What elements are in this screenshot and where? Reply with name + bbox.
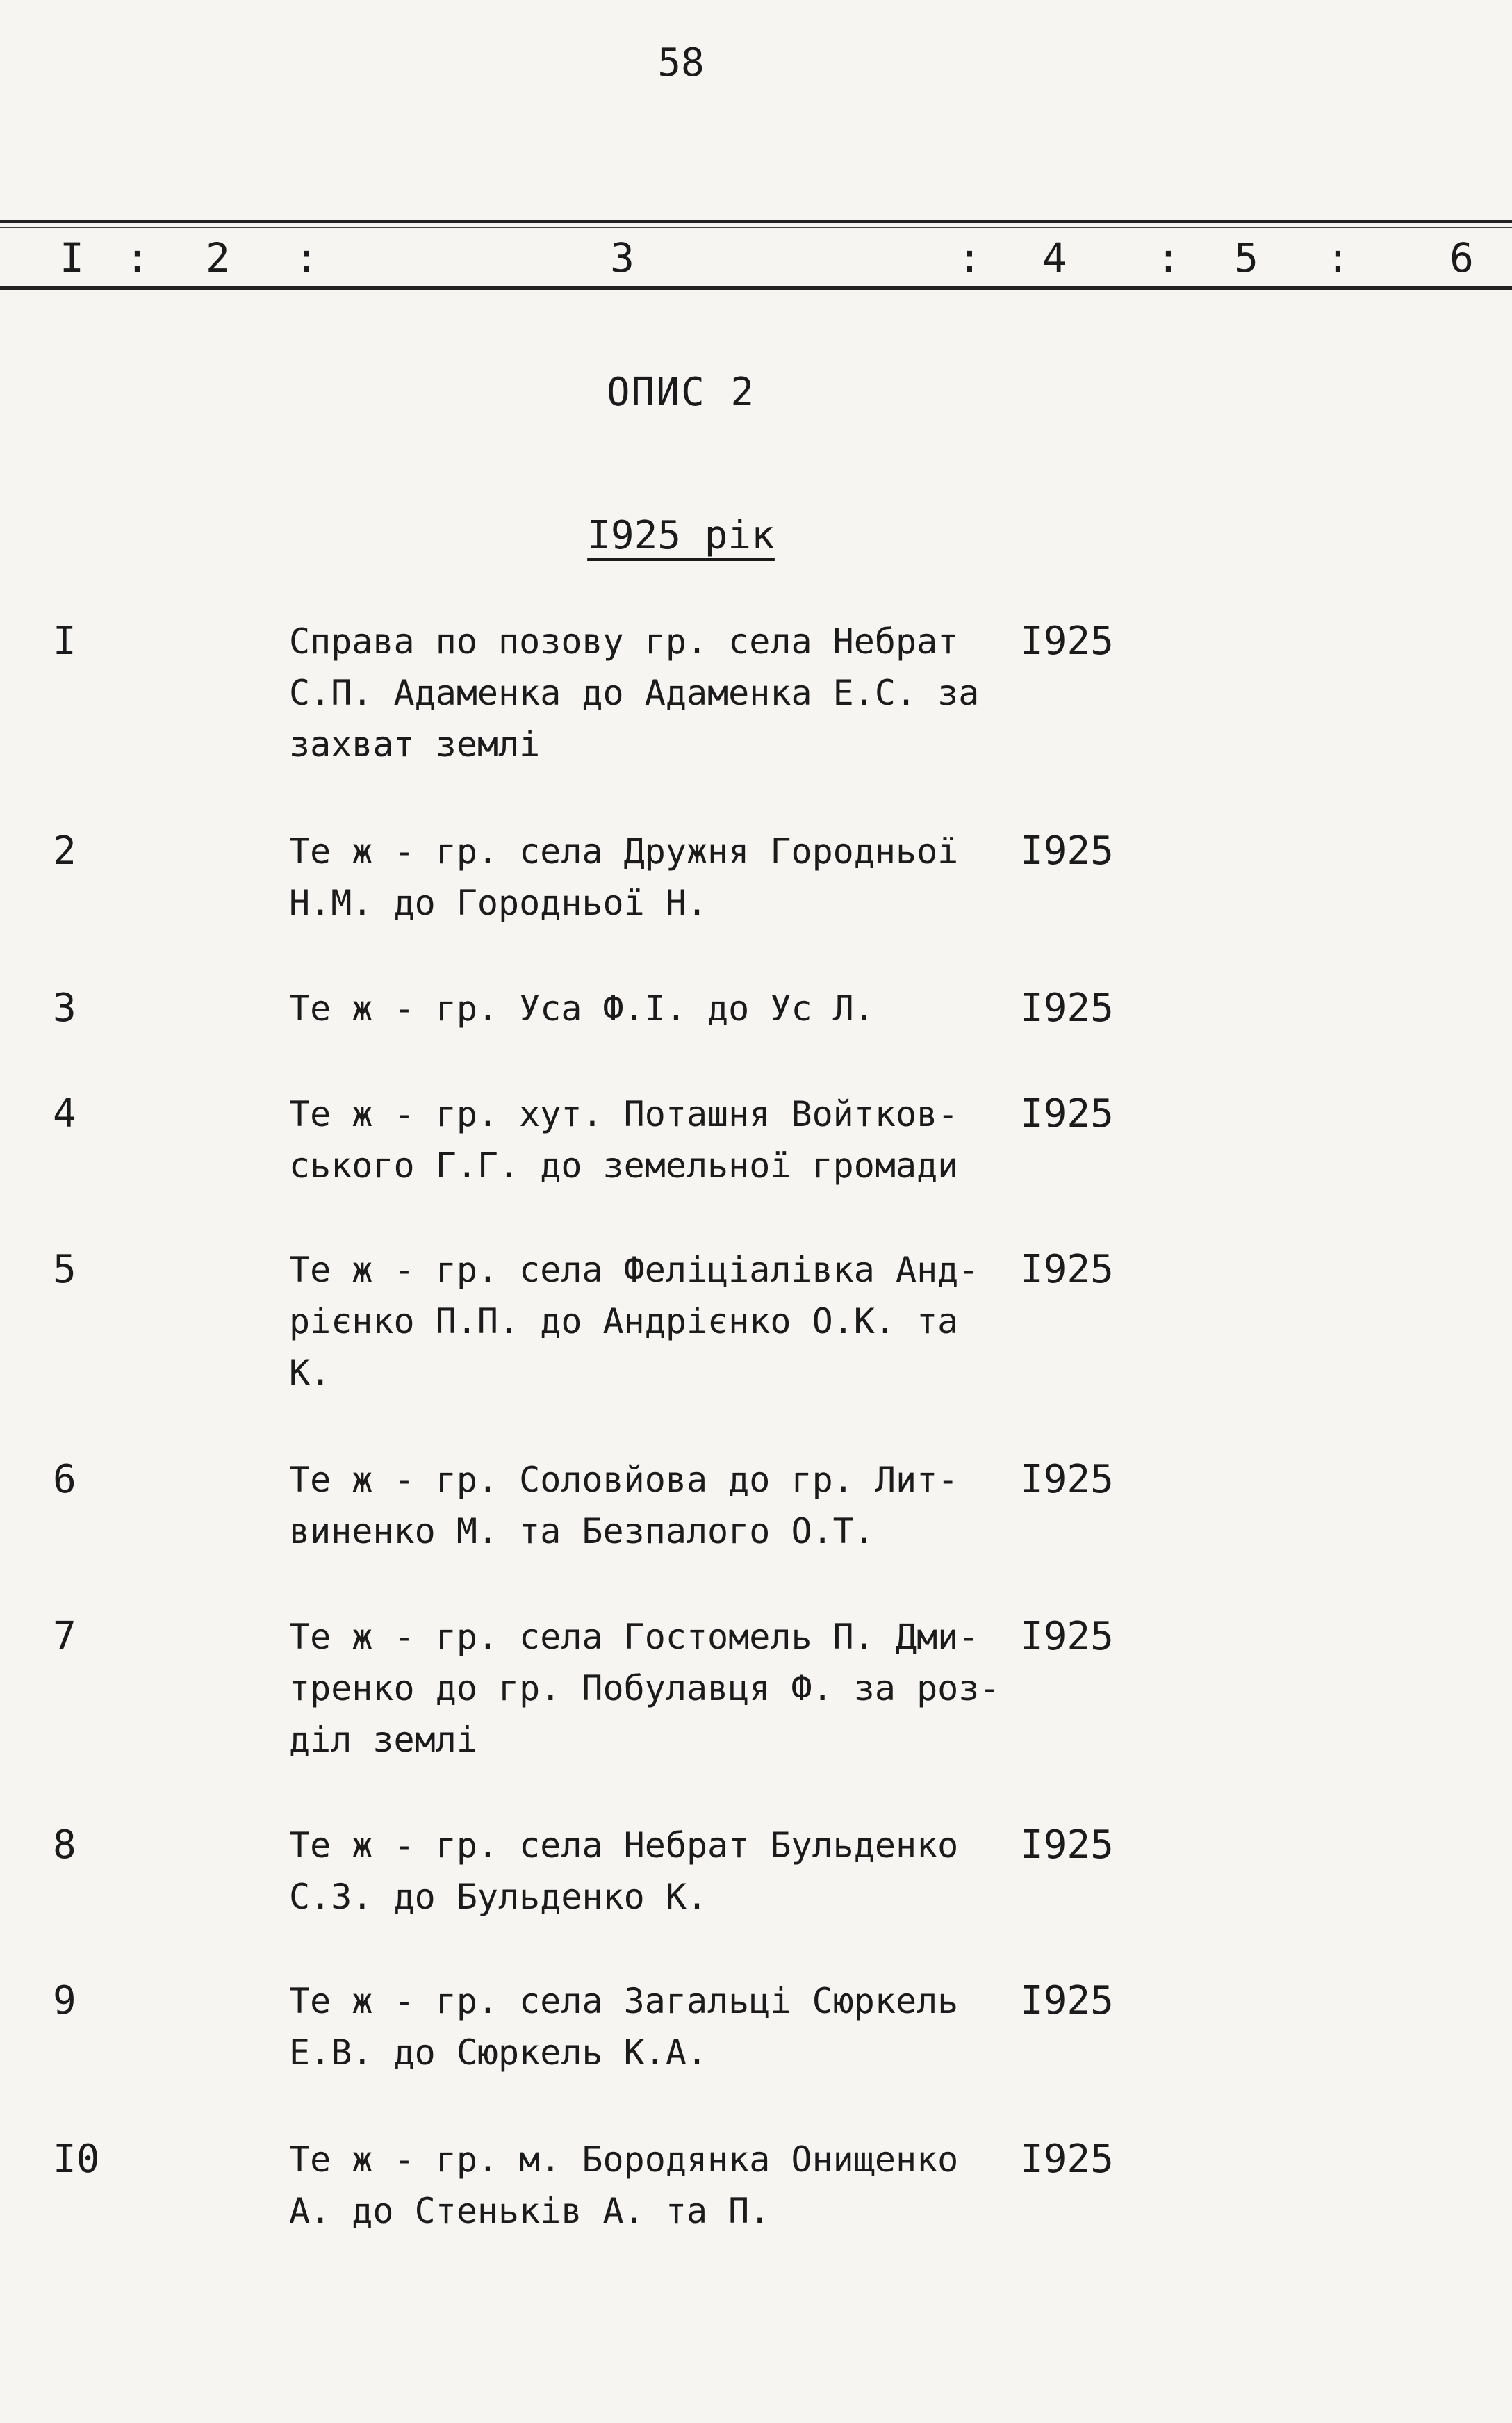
entry-number: 6 bbox=[53, 1457, 76, 1502]
column-header-4: 4 bbox=[1042, 234, 1067, 282]
entry-description-line: А. до Стеньків А. та П. bbox=[289, 2191, 771, 2231]
entry-year: I925 bbox=[1020, 1822, 1114, 1868]
entry-number: 5 bbox=[53, 1247, 76, 1292]
entry-description-line: Те ж - гр. села Гостомель П. Дми- bbox=[289, 1617, 980, 1657]
entry-description bbox=[289, 983, 1012, 1034]
column-header-6: 6 bbox=[1449, 234, 1474, 282]
entry-description bbox=[289, 616, 1012, 770]
entry-number: 7 bbox=[53, 1614, 76, 1659]
entry-description-line: Те ж - гр. села Феліціалівка Анд- bbox=[289, 1250, 980, 1290]
entry-description-line: Е.В. до Сюркель К.А. bbox=[289, 2032, 708, 2073]
entry-number: 3 bbox=[53, 986, 76, 1031]
entry-number: I0 bbox=[53, 2137, 100, 2182]
entry-year: I925 bbox=[1020, 1614, 1114, 1659]
entry-number: 9 bbox=[53, 1978, 76, 2023]
entry-description-line: Те ж - гр. села Загальці Сюркель bbox=[289, 1981, 959, 2021]
column-header-3: 3 bbox=[610, 234, 634, 282]
entry-description-line: Те ж - гр. села Небрат Бульденко bbox=[289, 1825, 959, 1866]
entry-description-line: рієнко П.П. до Андрієнко О.К. та bbox=[289, 1301, 959, 1341]
entry-number: 2 bbox=[53, 829, 76, 874]
entry-description-line: Н.М. до Городньої Н. bbox=[289, 883, 708, 923]
inventory-title: ОПИС 2 bbox=[606, 370, 756, 415]
entry-description-line: С.З. до Бульденко К. bbox=[289, 1877, 708, 1917]
entry-description-line: виненко М. та Безпалого О.Т. bbox=[289, 1511, 875, 1551]
year-heading: I925 рік bbox=[587, 513, 775, 558]
entry-description bbox=[289, 2134, 1012, 2237]
column-separator: : bbox=[1156, 234, 1181, 282]
entry-description-line: Те ж - гр. села Дружня Городньої bbox=[289, 831, 959, 872]
entry-year: I925 bbox=[1020, 829, 1114, 874]
entry-description bbox=[289, 1611, 1012, 1765]
page-number: 58 bbox=[657, 40, 705, 85]
entry-description bbox=[289, 1820, 1012, 1923]
column-separator: : bbox=[125, 234, 149, 282]
entry-number: 8 bbox=[53, 1822, 76, 1868]
header-rule-top-thin bbox=[0, 227, 1512, 228]
entry-description-line: тренко до гр. Побулавця Ф. за роз- bbox=[289, 1668, 1001, 1708]
column-separator: : bbox=[958, 234, 982, 282]
entry-description-line: Те ж - гр. хут. Поташня Войтков- bbox=[289, 1094, 959, 1134]
entry-description-line: С.П. Адаменка до Адаменка Е.С. за bbox=[289, 673, 980, 713]
entry-description-line: діл землі bbox=[289, 1720, 477, 1760]
header-rule-bottom bbox=[0, 286, 1512, 290]
entry-year: I925 bbox=[1020, 986, 1114, 1031]
entry-description bbox=[289, 826, 1012, 929]
column-header-1: I bbox=[60, 234, 84, 282]
entry-year: I925 bbox=[1020, 1978, 1114, 2023]
entry-year: I925 bbox=[1020, 2137, 1114, 2182]
entry-description-line: К. bbox=[289, 1353, 331, 1393]
column-separator: : bbox=[1326, 234, 1350, 282]
entry-description bbox=[289, 1975, 1012, 2078]
entry-year: I925 bbox=[1020, 619, 1114, 664]
column-header-2: 2 bbox=[206, 234, 230, 282]
entry-year: I925 bbox=[1020, 1091, 1114, 1136]
entry-description-line: Справа по позову гр. села Небрат bbox=[289, 621, 959, 662]
entry-description-line: Те ж - гр. м. Бородянка Онищенко bbox=[289, 2139, 959, 2180]
entry-description bbox=[289, 1088, 1012, 1191]
entry-year: I925 bbox=[1020, 1457, 1114, 1502]
header-rule-top bbox=[0, 220, 1512, 223]
entry-description-line: Те ж - гр. Уса Ф.І. до Ус Л. bbox=[289, 988, 875, 1029]
entry-description-line: Те ж - гр. Соловйова до гр. Лит- bbox=[289, 1460, 959, 1500]
entry-description-line: захват землі bbox=[289, 724, 541, 765]
entry-description-line: ського Г.Г. до земельної громади bbox=[289, 1145, 959, 1186]
entry-number: I bbox=[53, 619, 76, 664]
column-separator: : bbox=[295, 234, 319, 282]
entry-description bbox=[289, 1454, 1012, 1557]
column-header-5: 5 bbox=[1234, 234, 1258, 282]
entry-number: 4 bbox=[53, 1091, 76, 1136]
entry-description bbox=[289, 1244, 1012, 1398]
entry-year: I925 bbox=[1020, 1247, 1114, 1292]
